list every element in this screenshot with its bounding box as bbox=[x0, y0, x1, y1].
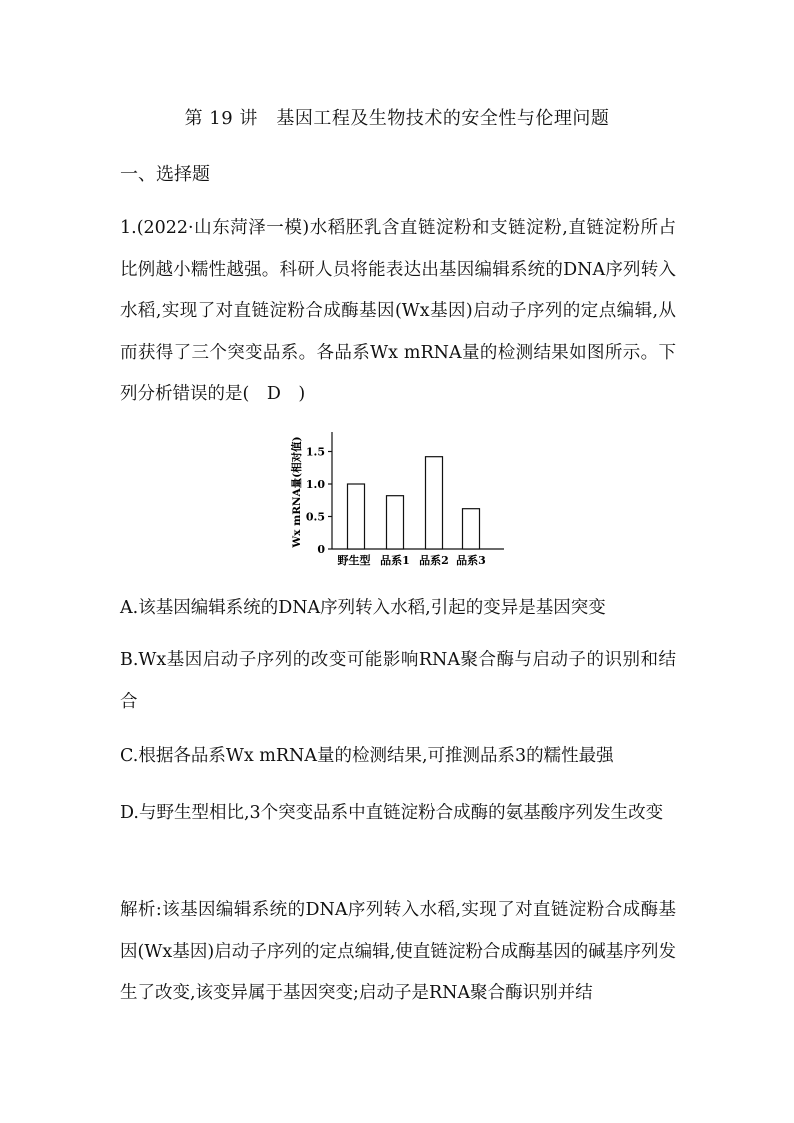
option-c: C.根据各品系Wx mRNA量的检测结果,可推测品系3的糯性最强 bbox=[120, 746, 614, 766]
option-b: B.Wx基因启动子序列的改变可能影响RNA聚合酶与启动子的识别和结合 bbox=[120, 650, 676, 712]
category-label: 品系2 bbox=[419, 554, 449, 567]
category-label: 品系1 bbox=[380, 554, 410, 567]
chart-ylabel: Wx mRNA量(相对值) bbox=[291, 436, 303, 548]
page-title: 第 19 讲 基因工程及生物技术的安全性与伦理问题 bbox=[184, 108, 610, 129]
category-label: 野生型 bbox=[337, 554, 371, 567]
question-stem: 1.(2022·山东菏泽一模)水稻胚乳含直链淀粉和支链淀粉,直链淀粉所占比例越小糯性越强。科研人员将能表达出基因编辑系统的DNA序列转入水稻,实现了对直链淀粉合成酶基因(Wx基因)启动子序列的定点编辑,从而获得了三个突变品系。各品系Wx mRNA量的检测结果如图所示。下列分析错误的是( D ) bbox=[120, 218, 676, 404]
bar-2 bbox=[387, 496, 404, 549]
category-label: 品系3 bbox=[456, 554, 486, 567]
y-tick-label: 1.0 bbox=[305, 478, 325, 491]
section-heading: 一、选择题 bbox=[120, 164, 210, 185]
option-d: D.与野生型相比,3个突变品系中直链淀粉合成酶的氨基酸序列发生改变 bbox=[120, 803, 664, 823]
bar-chart bbox=[282, 430, 522, 570]
explanation: 解析:该基因编辑系统的DNA序列转入水稻,实现了对直链淀粉合成酶基因(Wx基因)启动子序列的定点编辑,使直链淀粉合成酶基因的碱基序列发生了改变,该变异属于基因突变;启动子是RNA聚合酶识别并结 bbox=[120, 900, 676, 1003]
y-tick-label: 0 bbox=[317, 543, 325, 556]
bar-4 bbox=[463, 509, 480, 549]
option-a: A.该基因编辑系统的DNA序列转入水稻,引起的变异是基因突变 bbox=[120, 598, 606, 618]
y-tick-label: 1.5 bbox=[305, 445, 325, 459]
bar-1 bbox=[348, 484, 365, 549]
y-tick-label: 0.5 bbox=[305, 510, 325, 524]
bar-3 bbox=[426, 457, 443, 549]
